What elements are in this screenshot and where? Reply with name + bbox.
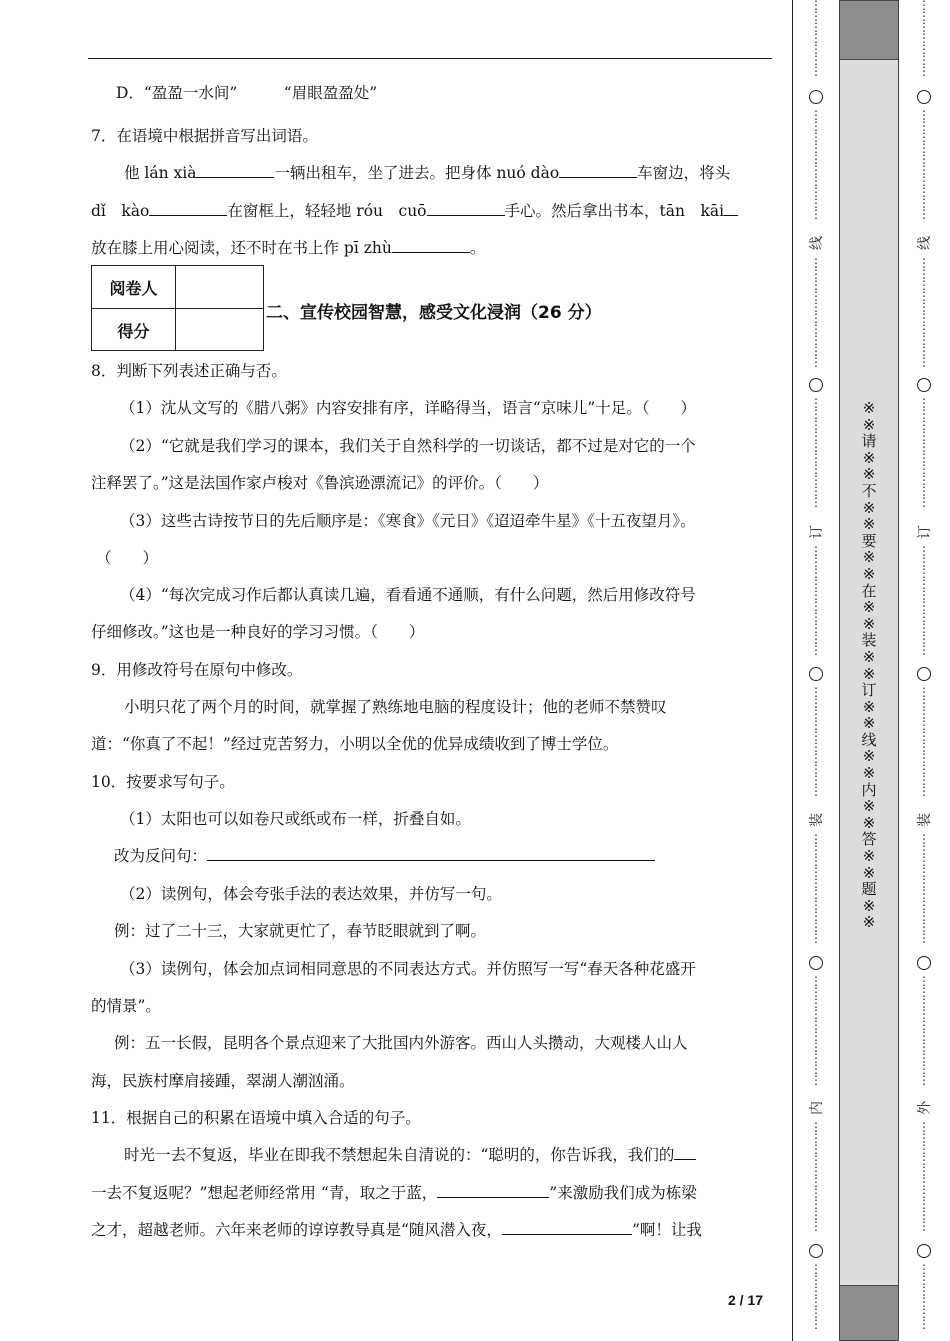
page-number: 2 / 17 [728, 1292, 764, 1308]
question-7-line-2: dǐ kào 在窗框上，轻轻地 róu cuō 手心。然后拿出书本，tān kāi [91, 201, 738, 221]
seal-circle [809, 378, 823, 392]
seal-circle [917, 956, 931, 970]
seal-circle [917, 1244, 931, 1258]
seal-circle [809, 956, 823, 970]
seal-char-line: 线 [809, 236, 825, 250]
inner-seal-column: ⋮ ⋮ ⋮ ⋮ ⋮ ⋮ ⋮ ⋮ ⋮ ⋮ ⋮ ⋮ ⋮ ⋮ ⋮ ⋮ ⋮ 线 ⋮ ⋮ ⋮ ⋮ ⋮ ⋮ ⋮ ⋮ ⋮ ⋮ ⋮ ⋮ ⋮ ⋮ ⋮ ⋮ ⋮ ⋮ ⋮ ⋮ 订 ⋮ ⋮ ⋮ ⋮ ⋮ ⋮ ⋮ ⋮ ⋮ ⋮ ⋮ ⋮ ⋮ ⋮ ⋮ ⋮ ⋮ ⋮ ⋮ ⋮ 装 ⋮ ⋮ ⋮ ⋮ ⋮ ⋮ ⋮ ⋮ ⋮ ⋮ ⋮ ⋮ ⋮ ⋮ ⋮ ⋮ ⋮ ⋮ ⋮ ⋮ 内 ⋮ ⋮ ⋮ ⋮ ⋮ ⋮ ⋮ ⋮ ⋮ ⋮ ⋮ ⋮ ⋮ ⋮ ⋮ ⋮ [806, 0, 826, 1341]
question-10-rewrite: 改为反问句： [114, 846, 655, 866]
question-10-item-3b: 的情景”。 [91, 997, 161, 1015]
seal-circle [809, 1244, 823, 1258]
outer-seal-column: ⋮ ⋮ ⋮ ⋮ ⋮ ⋮ ⋮ ⋮ ⋮ ⋮ ⋮ ⋮ ⋮ ⋮ ⋮ ⋮ ⋮ 线 ⋮ ⋮ ⋮ ⋮ ⋮ ⋮ ⋮ ⋮ ⋮ ⋮ ⋮ ⋮ ⋮ ⋮ ⋮ ⋮ ⋮ ⋮ ⋮ ⋮ 订 ⋮ ⋮ ⋮ ⋮ ⋮ ⋮ ⋮ ⋮ ⋮ ⋮ ⋮ ⋮ ⋮ ⋮ ⋮ ⋮ ⋮ ⋮ ⋮ ⋮ 装 ⋮ ⋮ ⋮ ⋮ ⋮ ⋮ ⋮ ⋮ ⋮ ⋮ ⋮ ⋮ ⋮ ⋮ ⋮ ⋮ ⋮ ⋮ ⋮ ⋮ 外 ⋮ ⋮ ⋮ ⋮ ⋮ ⋮ ⋮ ⋮ ⋮ ⋮ ⋮ ⋮ ⋮ ⋮ ⋮ ⋮ [914, 0, 934, 1341]
seal-char-line: 线 [917, 236, 933, 250]
seal-circle [809, 667, 823, 681]
seal-char-pack: 装 [809, 813, 825, 827]
question-11-line-2: 一去不复返呢？”想起老师经常用 “青，取之于蓝， ”来激励我们成为栋梁 [91, 1184, 697, 1202]
question-7-line-1: 他 lán xià 一辆出租车，坐了进去。把身体 nuó dào 车窗边，将头 [124, 164, 731, 182]
grader-score-label: 得分 [92, 309, 176, 351]
question-8-title: 8．判断下列表述正确与否。 [91, 362, 287, 380]
question-11-title: 11．根据自己的积累在语境中填入合适的句子。 [91, 1109, 421, 1127]
grader-row-score [92, 309, 263, 351]
seal-char-bind: 订 [917, 525, 933, 539]
question-10-item-2: （2）读例句，体会夸张手法的表达效果，并仿写一句。 [120, 885, 502, 903]
grader-table [91, 265, 264, 351]
question-8-item-4b: 仔细修改。”这也是一种良好的学习习惯。（ ） [91, 623, 425, 641]
seal-circle [917, 90, 931, 104]
binding-warning-text: ※※请※※不※※要※※在※※装※※订※※线※※内※※答※※题※※ [861, 399, 877, 932]
question-9-title: 9．用修改符号在原句中修改。 [91, 661, 303, 679]
question-10-item-3a: （3）读例句，体会加点词相同意思的不同表达方式。并仿照写一写“春天各种花盛开 [120, 960, 696, 978]
grader-reviewer-label: 阅卷人 [92, 266, 176, 308]
question-9-line-2: 道：“你真了不起！”经过克苦努力，小明以全优的优异成绩收到了博士学位。 [91, 735, 619, 753]
binding-block-top [839, 0, 899, 60]
question-8-item-1: （1）沈从文写的《腊八粥》内容安排有序，详略得当，语言“京味儿”十足。（ ） [120, 399, 696, 417]
option-d: D．“盈盈一水间” “眉眼盈盈处” [116, 84, 378, 102]
seal-circle [917, 378, 931, 392]
question-8-item-3a: （3）这些古诗按节日的先后顺序是：《寒食》《元日》《迢迢牵牛星》《十五夜望月》。 [120, 512, 696, 530]
section-title: 二、宣传校园智慧，感受文化浸润（26 分） [266, 303, 602, 323]
question-7-line-3: 放在膝上用心阅读，还不时在书上作 pī zhù 。 [91, 239, 486, 257]
question-10-example-3b: 海，民族村摩肩接踵，翠湖人潮汹涌。 [91, 1072, 355, 1090]
question-9-line-1: 小明只花了两个月的时间，就掌握了熟练地电脑的程度设计；他的老师不禁赞叹 [124, 698, 667, 716]
seal-circle [809, 90, 823, 104]
top-rule [88, 58, 772, 59]
grader-row-reviewer [92, 266, 263, 309]
question-8-item-3b: （ ） [96, 549, 159, 567]
question-8-item-2b: 注释罢了。”这是法国作家卢梭对《鲁滨逊漂流记》的评价。（ ） [91, 474, 549, 492]
seal-char-pack: 装 [917, 813, 933, 827]
question-11-line-3: 之才，超越老师。六年来老师的谆谆教导真是“随风潜入夜， ”啊！让我 [91, 1221, 702, 1239]
binding-block-bottom [839, 1285, 899, 1341]
question-8-item-2a: （2）“它就是我们学习的课本，我们关于自然科学的一切谈话，都不过是对它的一个 [120, 437, 696, 455]
seal-char-outside: 外 [917, 1101, 933, 1115]
seal-circle [917, 667, 931, 681]
question-7-title: 7．在语境中根据拼音写出词语。 [91, 127, 318, 145]
seal-char-inside: 内 [809, 1101, 825, 1115]
question-8-item-4a: （4）“每次完成习作后都认真读几遍，看看通不通顺，有什么问题，然后用修改符号 [120, 586, 696, 604]
question-10-item-1: （1）太阳也可以如卷尺或纸或布一样，折叠自如。 [120, 810, 471, 828]
seal-char-bind: 订 [809, 525, 825, 539]
question-10-example-3a: 例：五一长假，昆明各个景点迎来了大批国内外游客。西山人头攒动，大观楼人山人 [114, 1034, 688, 1052]
question-10-title: 10．按要求写句子。 [91, 773, 235, 791]
margin-line-left [792, 0, 793, 1341]
question-11-line-1: 时光一去不复返，毕业在即我不禁想起朱自清说的：“聪明的，你告诉我，我们的 [124, 1145, 696, 1165]
question-10-example-2: 例：过了二十三，大家就更忙了，春节眨眼就到了啊。 [114, 922, 487, 940]
